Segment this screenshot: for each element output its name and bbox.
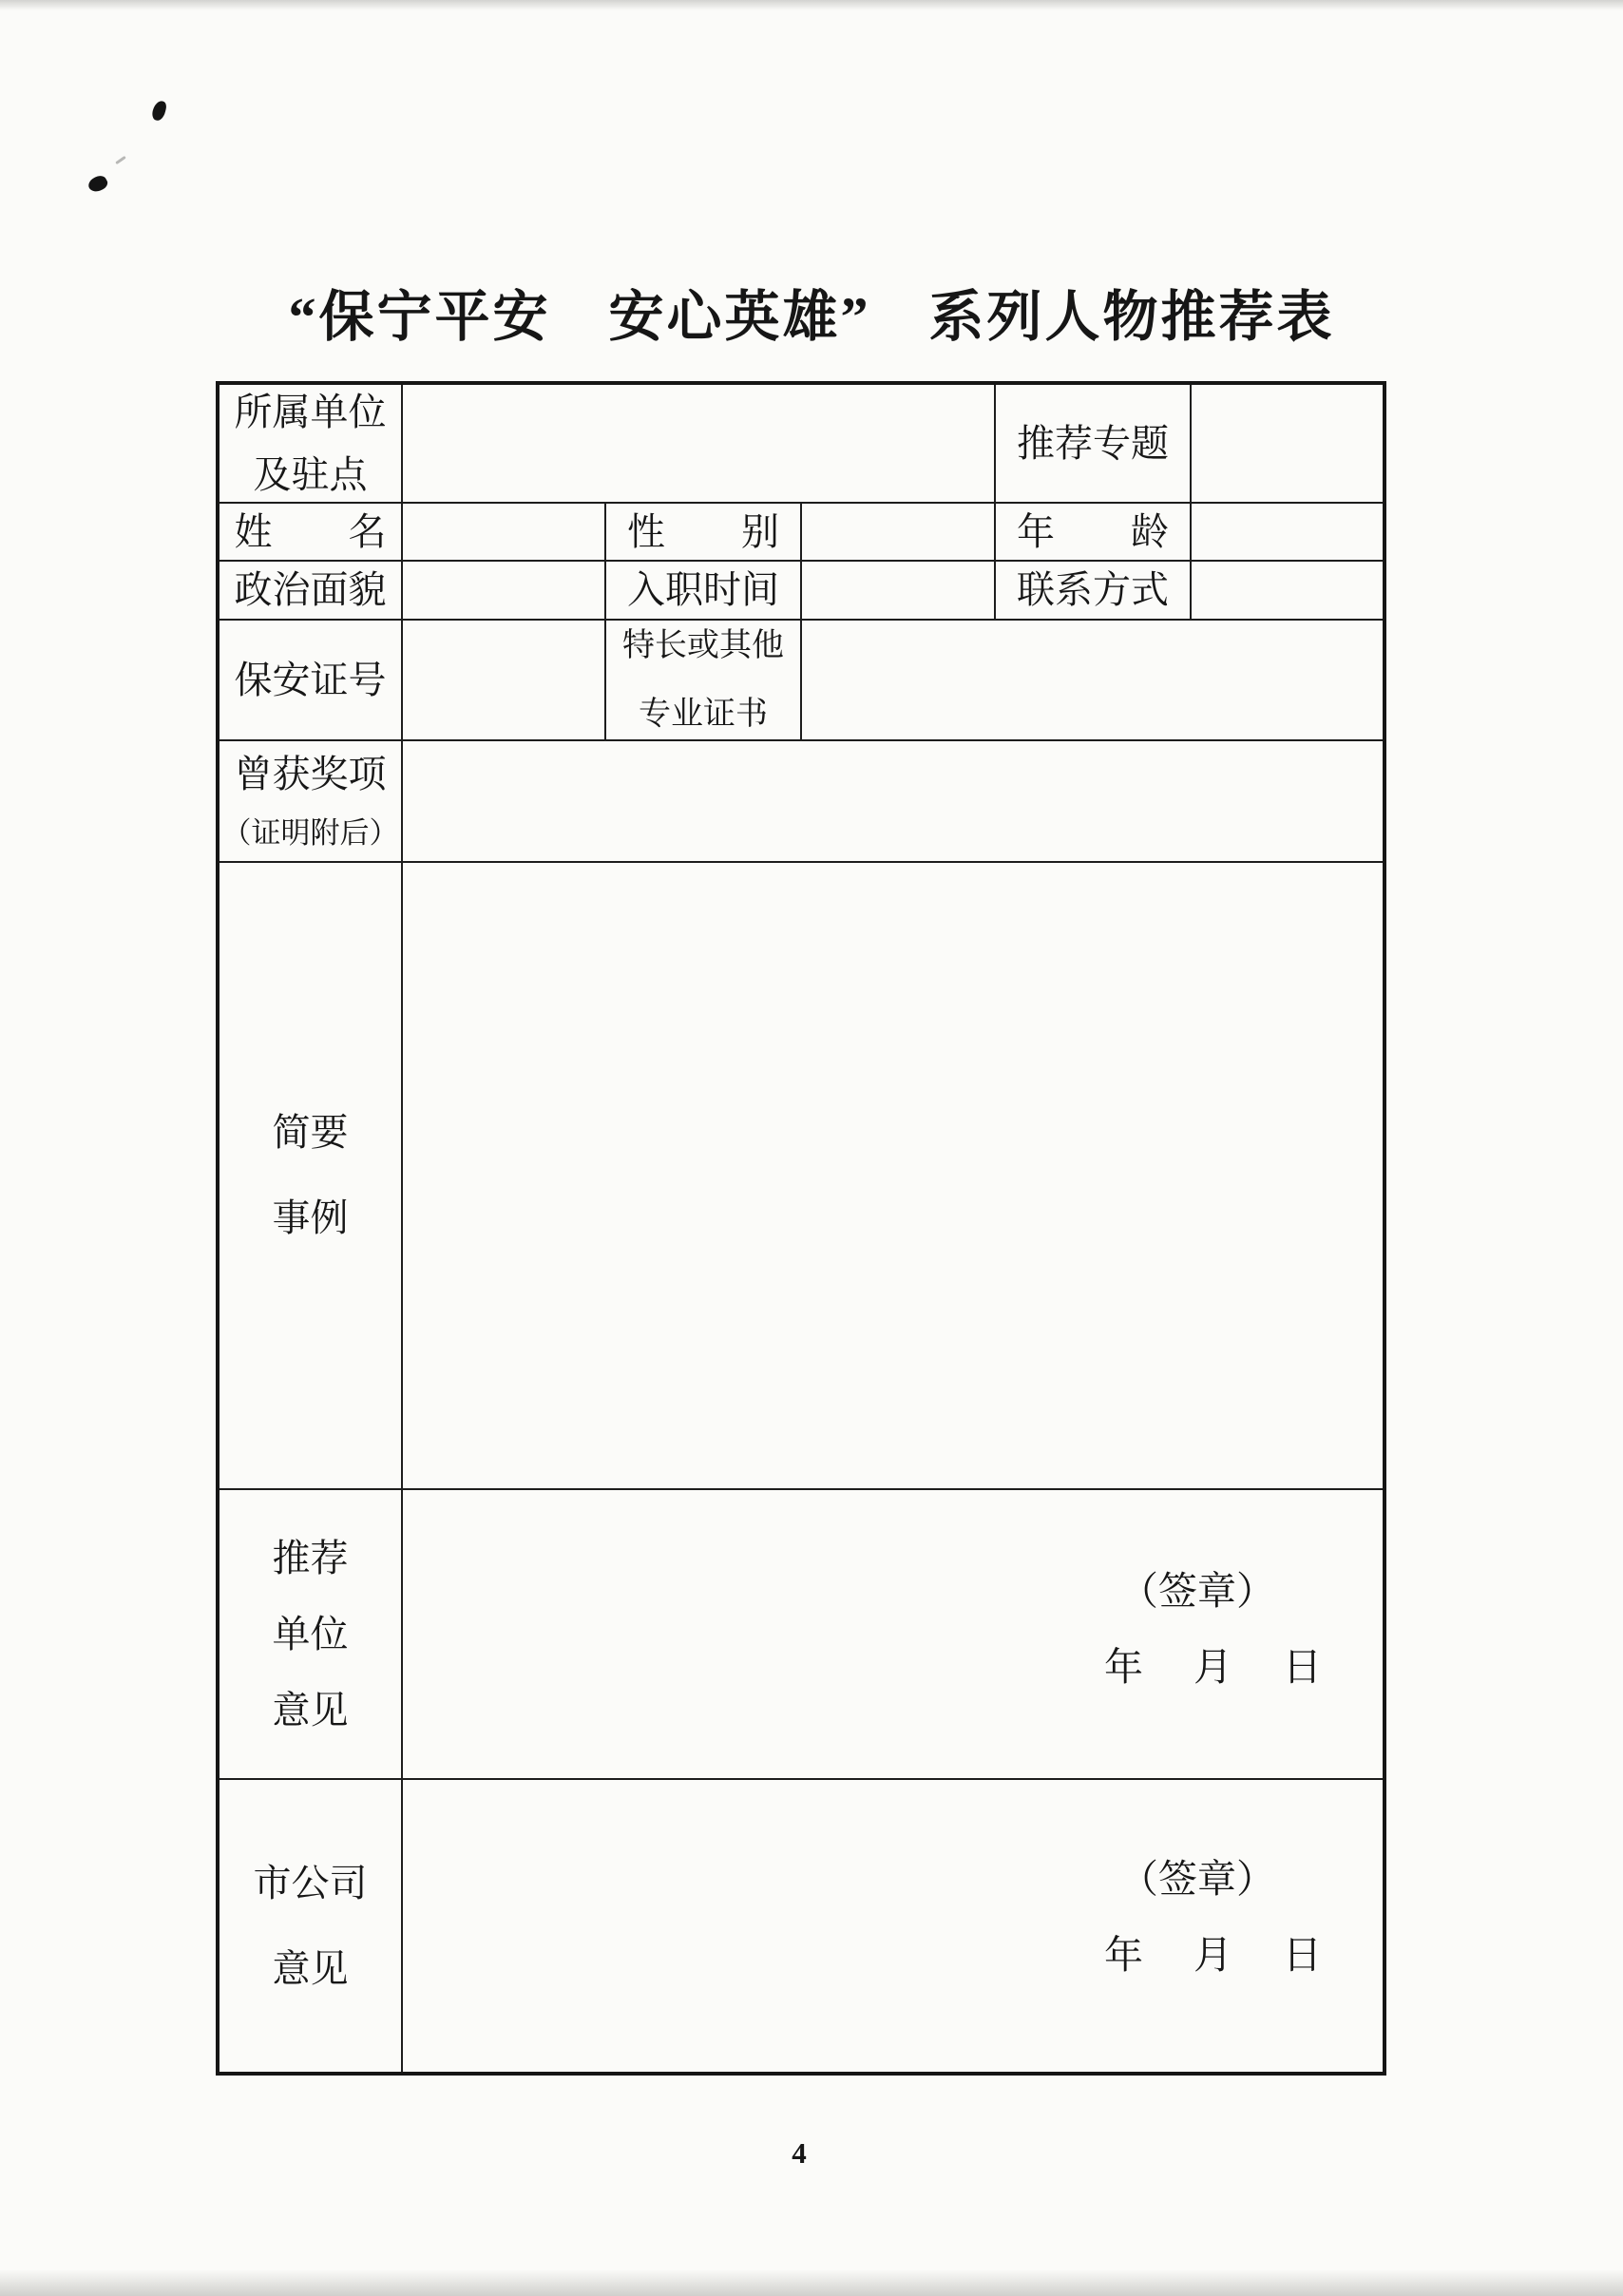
topic-input-cell[interactable]: [1191, 383, 1384, 503]
gender-label: 性 别: [627, 509, 779, 553]
join-date-label: 入职时间: [627, 568, 779, 611]
recommend-unit-label-line1: 推荐: [272, 1536, 349, 1579]
awards-input-cell[interactable]: [402, 740, 1384, 862]
row-unit: [218, 383, 1384, 503]
age-input-cell[interactable]: [1191, 503, 1384, 561]
row-awards: [218, 740, 1384, 862]
specialty-label-line1: 特长或其他: [622, 627, 784, 663]
ink-speck: [151, 100, 168, 123]
specialty-input-cell[interactable]: [801, 620, 1384, 740]
row-political-join-contact: [218, 561, 1384, 620]
seal-label: （签章）: [1119, 1857, 1276, 1902]
join-date-input-cell[interactable]: [801, 561, 995, 620]
topic-label: 推荐专题: [1017, 421, 1170, 465]
security-cert-label-cell: [218, 620, 402, 740]
security-cert-input-cell[interactable]: [402, 620, 605, 740]
contact-label: 联系方式: [1017, 568, 1170, 611]
city-opinion-cell[interactable]: [402, 1779, 1384, 2074]
recommend-unit-label-line2: 单位: [272, 1612, 349, 1655]
specialty-label-cell: [605, 620, 801, 740]
seal-label: （签章）: [1119, 1569, 1276, 1614]
page-number: 4: [792, 2136, 807, 2170]
political-status-label-cell: [218, 561, 402, 620]
name-input-cell[interactable]: [402, 503, 605, 561]
awards-label-line2: （证明附后）: [221, 816, 399, 851]
signature-block: [403, 1853, 1383, 1999]
row-recommend-unit-opinion: [218, 1489, 1384, 1779]
political-status-input-cell[interactable]: [402, 561, 605, 620]
recommend-unit-label-cell: [218, 1489, 402, 1779]
recommend-opinion-cell[interactable]: [402, 1489, 1384, 1779]
city-company-label-line1: 市公司: [253, 1861, 368, 1904]
city-company-label-cell: [218, 1779, 402, 2074]
ink-smudge: [115, 156, 126, 164]
recommendation-form-table: [216, 381, 1386, 2076]
name-label: 姓 名: [234, 509, 387, 553]
topic-label-cell: [995, 383, 1191, 503]
unit-label-line2: 及驻点: [253, 452, 368, 496]
gender-label-cell: [605, 503, 801, 561]
brief-case-label-cell: [218, 862, 402, 1489]
gender-input-cell[interactable]: [801, 503, 995, 561]
join-date-label-cell: [605, 561, 801, 620]
city-company-label-line2: 意见: [272, 1946, 349, 1990]
unit-input-cell[interactable]: [402, 383, 995, 503]
age-label-cell: [995, 503, 1191, 561]
date-label: 年 月 日: [1104, 1932, 1328, 1977]
awards-label-cell: [218, 740, 402, 862]
age-label: 年 龄: [1017, 509, 1170, 553]
row-city-company-opinion: [218, 1779, 1384, 2074]
specialty-label-line2: 专业证书: [639, 696, 768, 732]
row-cert-specialty: [218, 620, 1384, 740]
unit-label-cell: [218, 383, 402, 503]
security-cert-label: 保安证号: [234, 658, 387, 701]
form-title: “保宁平安 安心英雄” 系列人物推荐表: [288, 286, 1335, 348]
scan-edge-artifact-bottom: [0, 2269, 1623, 2296]
brief-case-input-cell[interactable]: [402, 862, 1384, 1489]
contact-label-cell: [995, 561, 1191, 620]
date-label: 年 月 日: [1104, 1644, 1328, 1689]
name-label-cell: [218, 503, 402, 561]
scan-edge-artifact-top: [0, 0, 1623, 10]
contact-input-cell[interactable]: [1191, 561, 1384, 620]
political-status-label: 政治面貌: [234, 568, 387, 611]
brief-case-label-line1: 简要: [272, 1111, 349, 1154]
brief-case-label-line2: 事例: [272, 1196, 349, 1239]
unit-label-line1: 所属单位: [234, 390, 387, 433]
awards-label-line1: 曾获奖项: [234, 753, 387, 796]
row-brief-case: [218, 862, 1384, 1489]
signature-block: [403, 1565, 1383, 1703]
ink-speck: [86, 173, 110, 195]
row-name-gender-age: [218, 503, 1384, 561]
recommend-unit-label-line3: 意见: [272, 1688, 349, 1732]
